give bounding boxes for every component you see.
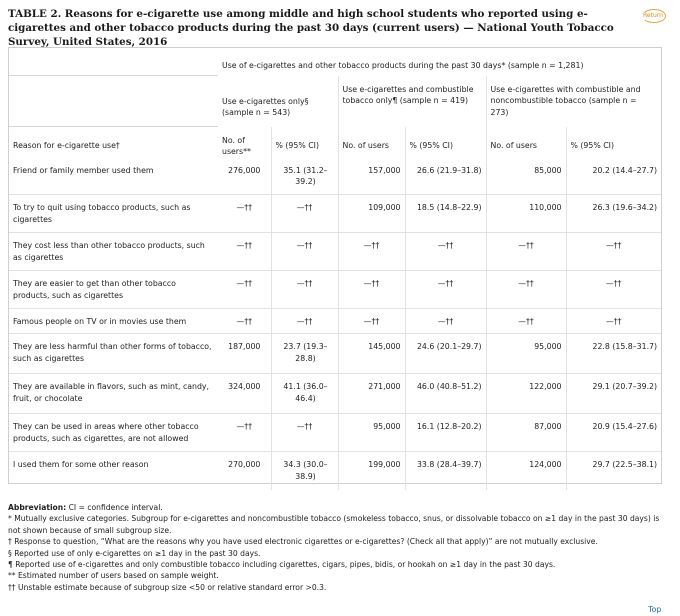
- row-cell: 29.1 (20.7–39.2): [566, 374, 661, 414]
- footnote: † Response to question, “What are the reasons why you have used electronic cigarettes or e-cigarettes? (Check all that apply)” are not mutually exclusive.: [8, 537, 598, 547]
- table-row: [9, 195, 661, 233]
- row-cell: 23.7 (19.3–28.8): [271, 334, 338, 374]
- row-cell: 157,000: [338, 158, 405, 195]
- row-cell: 187,000: [218, 334, 271, 374]
- row-cell: —††: [405, 233, 486, 271]
- row-cell: 18.5 (14.8–22.9): [405, 195, 486, 233]
- row-cell: 24.6 (20.1–29.7): [405, 334, 486, 374]
- row-cell: 271,000: [338, 374, 405, 414]
- top-link[interactable]: Top: [648, 605, 662, 614]
- row-cell: 34.3 (30.0–38.9): [271, 452, 338, 490]
- table-row: [9, 271, 661, 309]
- row-cell: —††: [405, 309, 486, 334]
- row-cell: —††: [218, 271, 271, 309]
- table-row: [9, 452, 661, 490]
- row-cell: 95,000: [486, 334, 566, 374]
- row-cell: 33.8 (28.4–39.7): [405, 452, 486, 490]
- header-group-ecig-only: Use e-cigarettes only§ (sample n = 543): [222, 96, 309, 117]
- row-cell: 270,000: [228, 460, 261, 469]
- row-cell: —††: [271, 271, 338, 309]
- row-cell: —††: [566, 233, 661, 271]
- abbreviation-label: Abbreviation:: [8, 503, 67, 512]
- row-cell: 16.1 (12.8–20.2): [405, 414, 486, 452]
- row-reason: I used them for some other reason: [13, 460, 149, 469]
- row-cell: —††: [486, 271, 566, 309]
- row-cell: 95,000: [338, 414, 405, 452]
- header-empty-cell: [9, 76, 218, 127]
- row-cell: —††: [218, 414, 271, 452]
- row-cell: —††: [338, 309, 405, 334]
- header-reason: Reason for e-cigarette use†: [13, 141, 120, 150]
- row-cell: —††: [271, 233, 338, 271]
- row-cell: 26.6 (21.9–31.8): [405, 158, 486, 195]
- header-group-noncombustible: Use e-cigarettes with combustible and noncombustible tobacco (sample n = 273): [486, 76, 661, 127]
- table-row: [9, 233, 661, 271]
- table-row: [9, 414, 661, 452]
- row-cell: —††: [405, 271, 486, 309]
- row-cell: —††: [566, 309, 661, 334]
- header-empty-cell: [9, 48, 218, 76]
- row-cell: 87,000: [486, 414, 566, 452]
- header-pct-ci: % (95% CI): [271, 127, 338, 158]
- abbreviation-text: CI = confidence interval.: [66, 503, 163, 512]
- row-reason: Friend or family member used them: [9, 158, 218, 195]
- row-cell: 124,000: [486, 452, 566, 490]
- row-reason: They are available in flavors, such as mint, candy, fruit, or chocolate: [9, 374, 218, 414]
- row-cell: —††: [486, 233, 566, 271]
- footnote: ¶ Reported use of e-cigarettes and only combustible tobacco including cigarettes, cigars, pipes, bidis, or hookah on ≥1 day in the past 30 days.: [8, 560, 556, 570]
- header-no-users: No. of users: [338, 127, 405, 158]
- footnote: * Mutually exclusive categories. Subgroup for e-cigarettes and noncombustible tobacco (smokeless tobacco, snus, or dissolvable tobacco on ≥1 day in the past 30 days) is not shown because of small subgroup size.: [8, 514, 660, 535]
- header-pct-ci: % (95% CI): [566, 127, 661, 158]
- row-cell: 41.1 (36.0–46.4): [271, 374, 338, 414]
- row-cell: 22.8 (15.8–31.7): [566, 334, 661, 374]
- row-cell: 46.0 (40.8–51.2): [405, 374, 486, 414]
- header-group-all: Use of e-cigarettes and other tobacco products during the past 30 days* (sample n = 1,281): [222, 61, 584, 70]
- row-cell: 29.7 (22.5–38.1): [566, 452, 661, 490]
- row-cell: —††: [218, 309, 271, 334]
- row-reason: They can be used in areas where other tobacco products, such as cigarettes, are not allowed: [9, 414, 218, 452]
- abbreviation-note: [8, 502, 672, 513]
- return-label: Return: [643, 12, 663, 19]
- row-cell: 26.3 (19.6–34.2): [566, 195, 661, 233]
- row-cell: 20.2 (14.4–27.7): [566, 158, 661, 195]
- row-cell: —††: [566, 271, 661, 309]
- row-cell: —††: [486, 309, 566, 334]
- row-cell: 276,000: [218, 158, 271, 195]
- row-reason: Famous people on TV or in movies use them: [9, 309, 218, 334]
- row-cell: —††: [271, 414, 338, 452]
- header-pct-ci: % (95% CI): [405, 127, 486, 158]
- row-cell: 85,000: [486, 158, 566, 195]
- row-cell: 199,000: [338, 452, 405, 490]
- header-no-users: No. of users**: [222, 135, 251, 156]
- row-reason: They cost less than other tobacco products, such as cigarettes: [9, 233, 218, 271]
- row-reason: To try to quit using tobacco products, such as cigarettes: [9, 195, 218, 233]
- row-cell: 324,000: [218, 374, 271, 414]
- table-row: [9, 309, 661, 334]
- table-title: TABLE 2. Reasons for e-cigarette use among middle and high school students who reported using e-cigarettes and other tobacco products during the past 30 days (current users) — National Youth Tobacco Survey, United States, 2016: [8, 8, 614, 48]
- footnote: ** Estimated number of users based on sample weight.: [8, 571, 219, 581]
- table-row: [9, 334, 661, 374]
- row-reason: They are less harmful than other forms of tobacco, such as cigarettes: [9, 334, 218, 374]
- data-table: [9, 48, 661, 490]
- row-cell: —††: [271, 195, 338, 233]
- row-cell: —††: [218, 195, 271, 233]
- row-cell: 145,000: [338, 334, 405, 374]
- row-cell: 35.1 (31.2–39.2): [271, 158, 338, 195]
- row-cell: —††: [338, 271, 405, 309]
- footnote: †† Unstable estimate because of subgroup size <50 or relative standard error >0.3.: [8, 582, 327, 592]
- row-cell: —††: [218, 233, 271, 271]
- row-cell: 109,000: [338, 195, 405, 233]
- footnote: § Reported use of only e-cigarettes on ≥1 day in the past 30 days.: [8, 548, 261, 558]
- row-cell: —††: [338, 233, 405, 271]
- table-footnotes: [8, 502, 672, 593]
- row-cell: 20.9 (15.4–27.6): [566, 414, 661, 452]
- header-no-users: No. of users: [486, 127, 566, 158]
- data-table-container: [8, 47, 662, 484]
- row-cell: 110,000: [486, 195, 566, 233]
- header-group-combustible: Use e-cigarettes and combustible tobacco only¶ (sample n = 419): [338, 76, 486, 127]
- row-cell: 122,000: [486, 374, 566, 414]
- row-cell: —††: [271, 309, 338, 334]
- table-row: [9, 374, 661, 414]
- row-reason: They are easier to get than other tobacco products, such as cigarettes: [9, 271, 218, 309]
- table-row: [9, 158, 661, 195]
- return-link[interactable]: [638, 9, 668, 23]
